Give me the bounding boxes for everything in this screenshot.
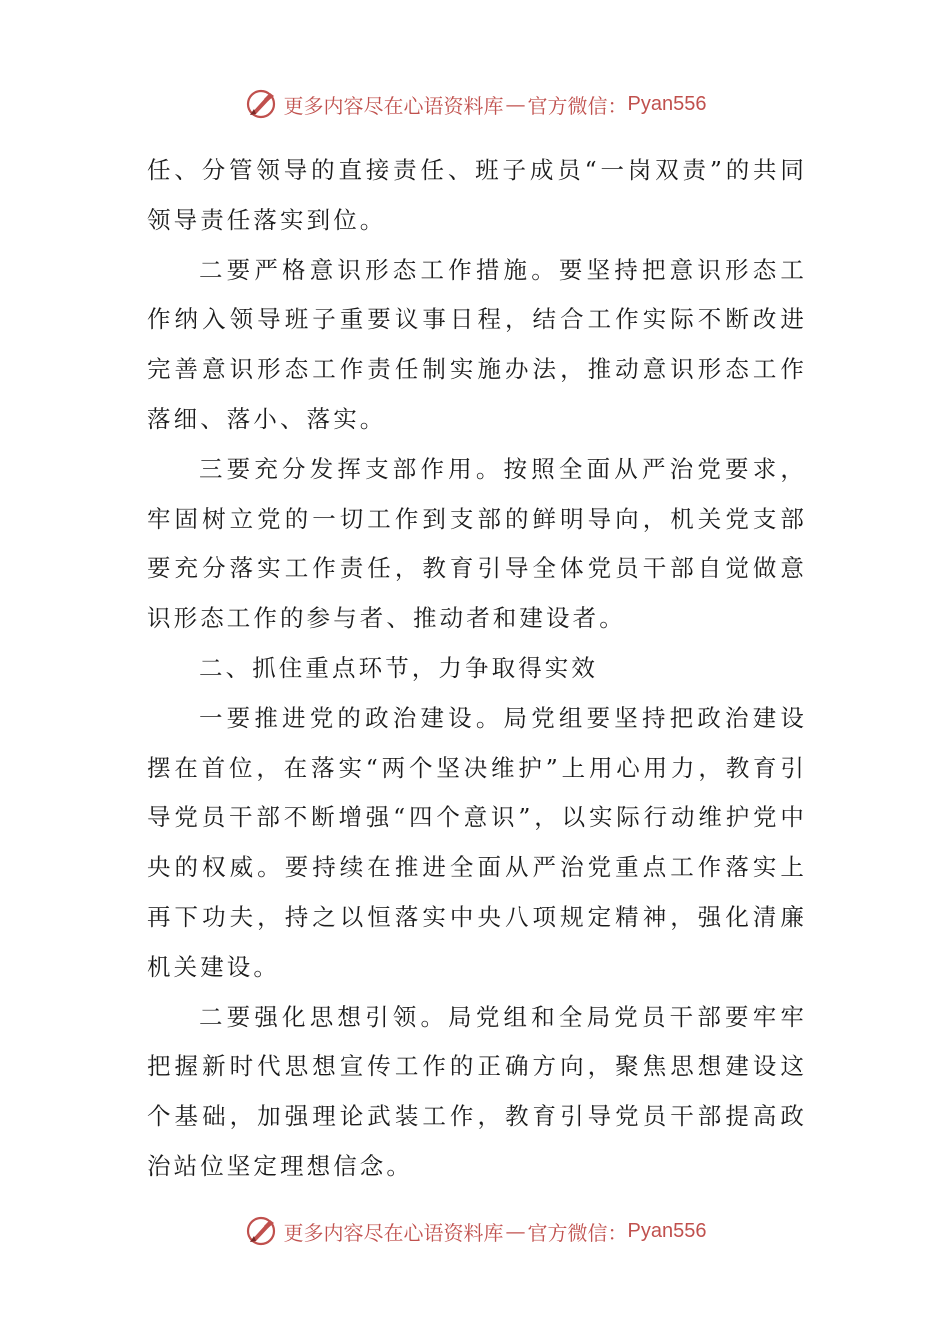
paragraph-1: 任、分管领导的直接责任、班子成员“一岗双责”的共同领导责任落实到位。 — [147, 156, 807, 234]
banner-wechat-id: Pyan556 — [627, 92, 707, 115]
banner-prefix: 官方微信： — [527, 1220, 628, 1245]
header-banner — [0, 84, 950, 124]
banner-dash: — — [505, 92, 526, 116]
document-body — [147, 146, 807, 1192]
footer-banner — [0, 1211, 950, 1251]
paragraph-4: 一要推进党的政治建设。局党组要坚持把政治建设摆在首位，在落实“两个坚决维护”上用心用力，教育引导党员干部不断增强“四个意识”，以实际行动维护党中央的权威。要持续在推进全面从严治党重点工作落实上再下功夫，持之以恒落实中央八项规定精神，强化清廉机关建设。 — [147, 703, 807, 981]
banner-main-text: 更多内容尽在心语资料库 — [283, 93, 504, 118]
paragraph-2: 二要严格意识形态工作措施。要坚持把意识形态工作纳入领导班子重要议事日程，结合工作实际不断改进完善意识形态工作责任制实施办法，推动意识形态工作落细、落小、落实。 — [147, 255, 807, 433]
banner-prefix: 官方微信： — [527, 93, 628, 118]
section-heading: 二、抓住重点环节，力争取得实效 — [199, 653, 598, 682]
paragraph-5: 二要强化思想引领。局党组和全局党员干部要牢牢把握新时代思想宣传工作的正确方向，聚焦思想建设这个基础，加强理论武装工作，教育引导党员干部提高政治站位坚定理想信念。 — [147, 1002, 807, 1180]
pen-quill-logo-icon — [244, 87, 278, 121]
paragraph-3: 三要充分发挥支部作用。按照全面从严治党要求，牢固树立党的一切工作到支部的鲜明导向，机关党支部要充分落实工作责任，教育引导全体党员干部自觉做意识形态工作的参与者、推动者和建设者。 — [147, 454, 807, 633]
banner-dash: — — [505, 1219, 526, 1243]
banner-main-text: 更多内容尽在心语资料库 — [283, 1220, 504, 1245]
banner-wechat-id: Pyan556 — [627, 1219, 707, 1242]
pen-quill-logo-icon — [244, 1214, 278, 1248]
